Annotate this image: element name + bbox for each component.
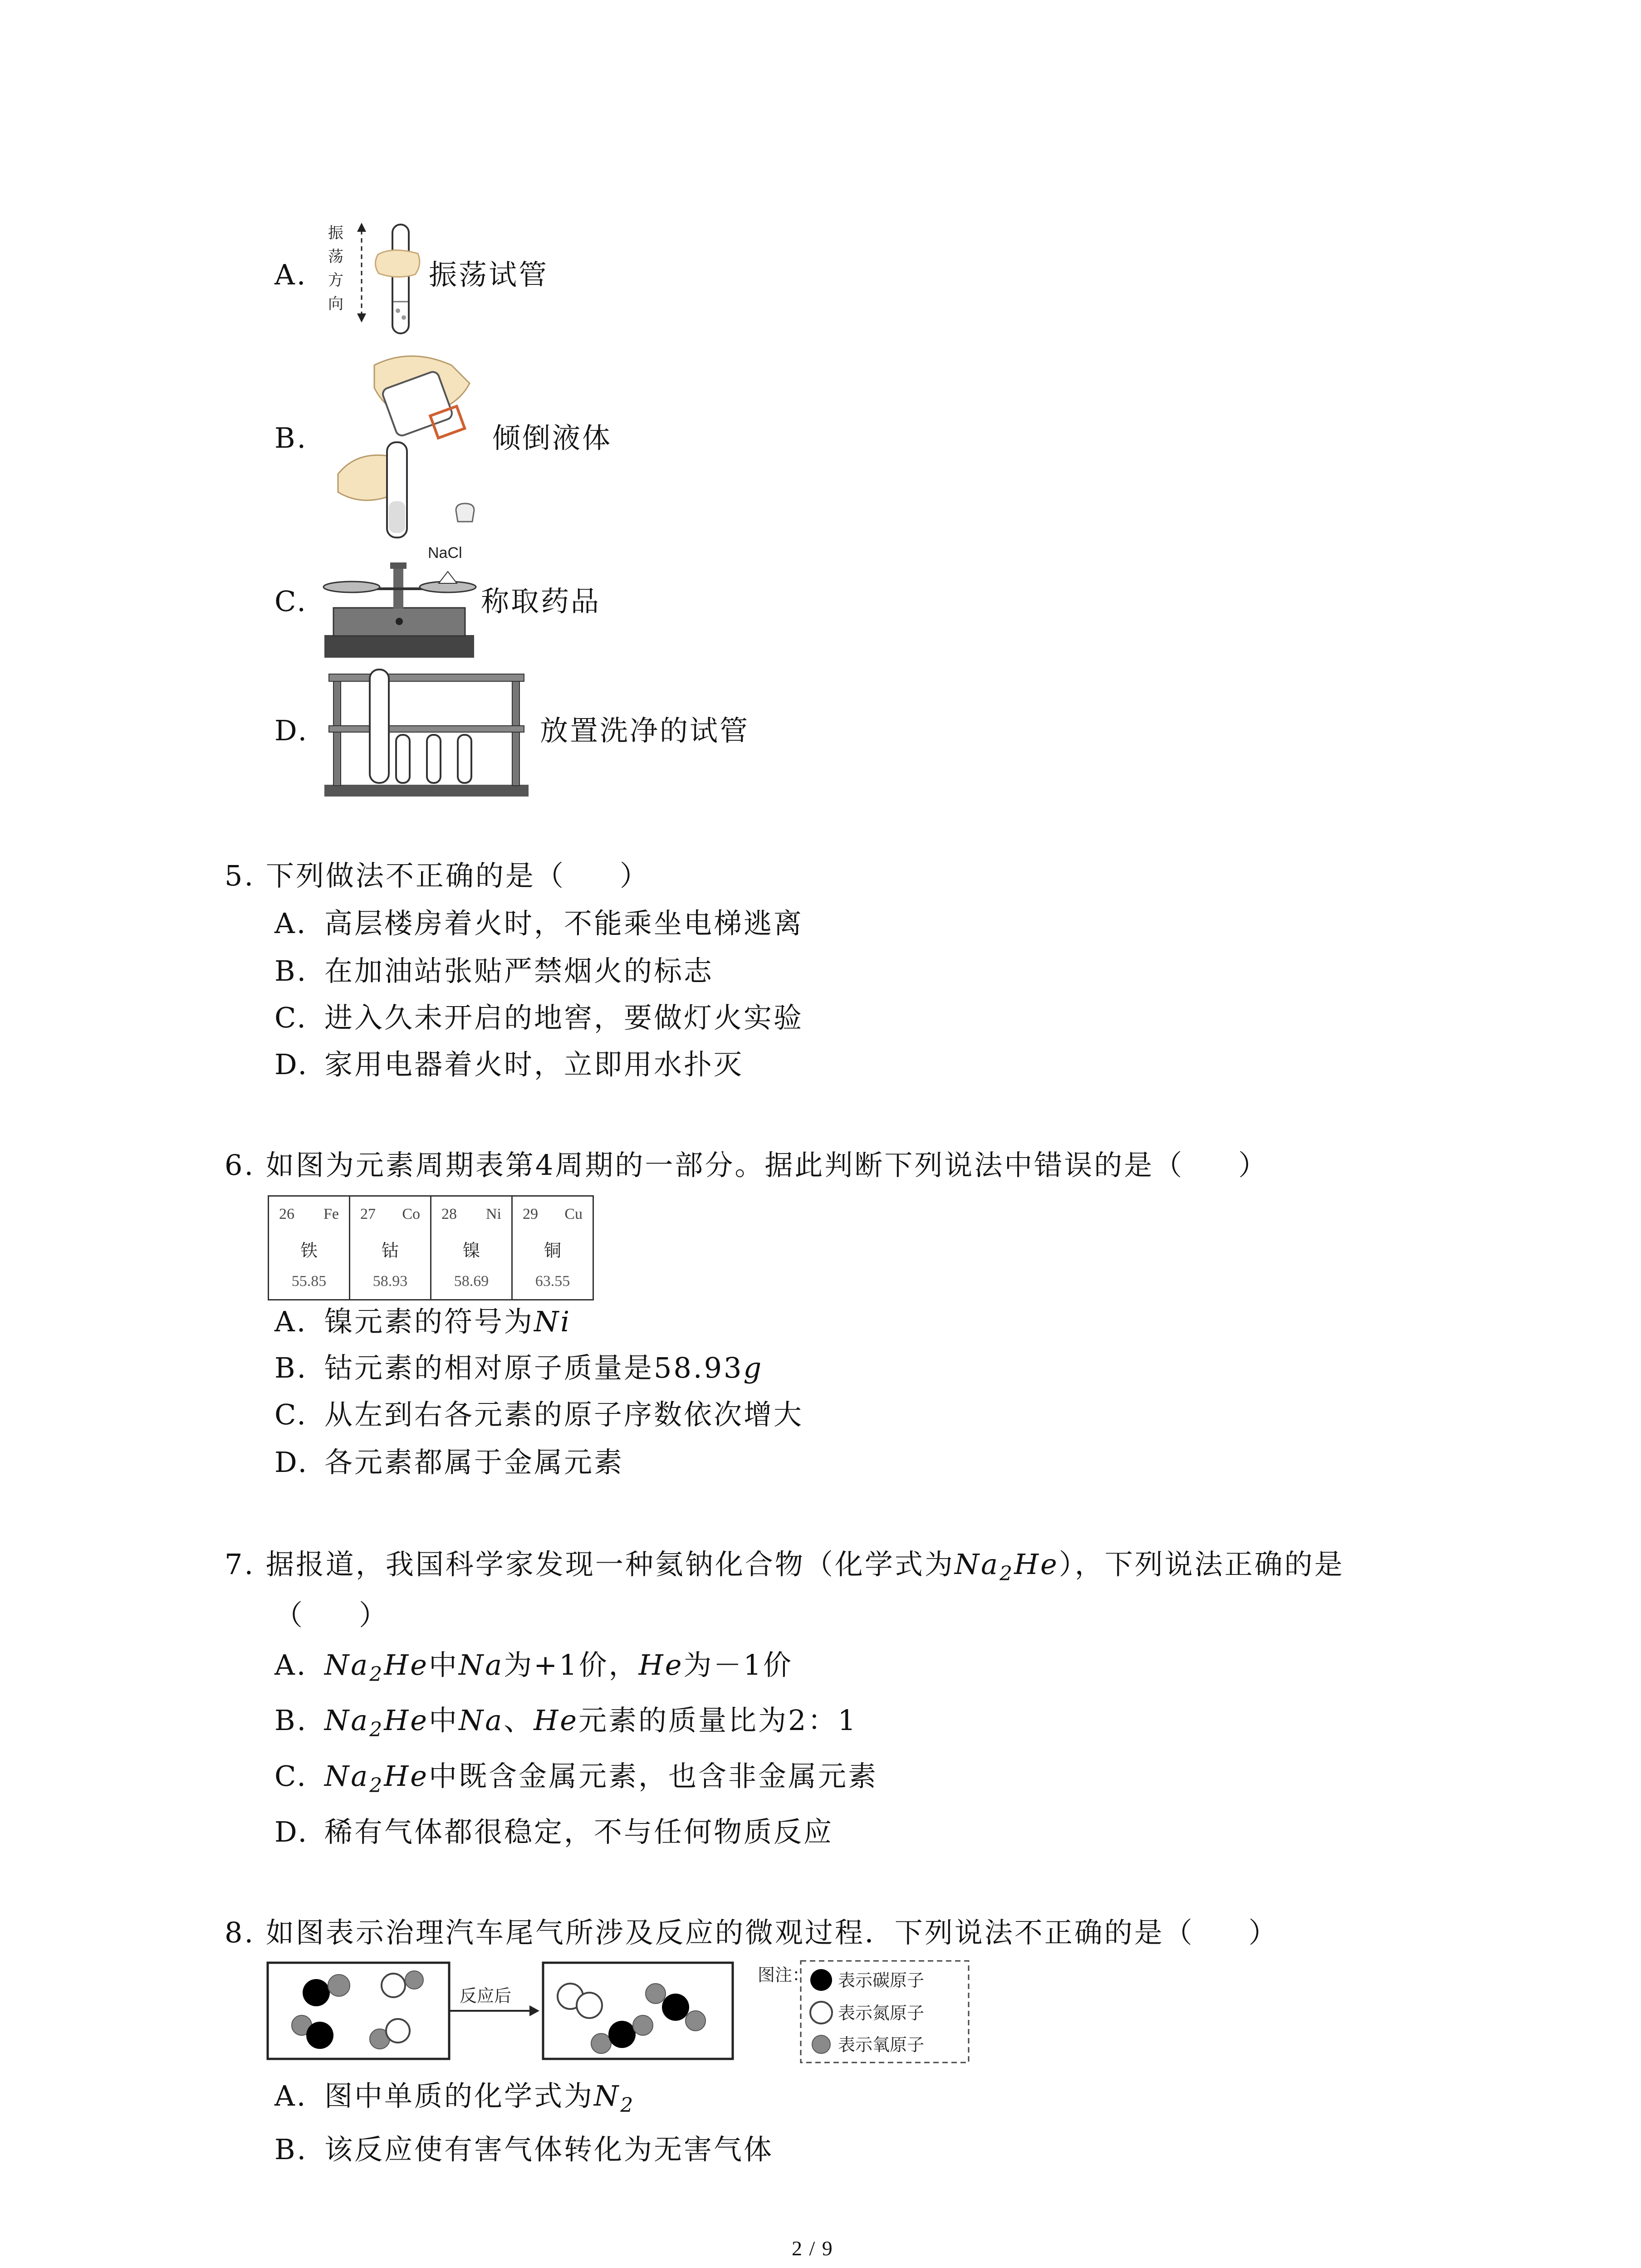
page-number: 2 / 9: [792, 2237, 833, 2260]
element-symbol: Ni: [486, 1206, 501, 1222]
option-text: 中: [428, 1704, 459, 1737]
option-letter: A.: [274, 258, 308, 291]
periodic-table-fragment: [268, 1195, 594, 1300]
q5-option-b: [274, 954, 714, 987]
formula-sub: 2: [369, 1718, 384, 1741]
q4-option-b: [274, 421, 308, 455]
pour-liquid-figure: [320, 347, 492, 547]
legend-nitrogen-label: 表示氮原子: [838, 2004, 925, 2023]
q6-option-b: [274, 1351, 764, 1384]
option-letter: A.: [274, 907, 308, 940]
option-letter: B.: [274, 2133, 308, 2166]
option-math: Ni: [534, 1305, 572, 1338]
q7-option-a: [274, 1648, 793, 1686]
question-number: 7.: [225, 1548, 255, 1581]
formula-he: He: [384, 1648, 429, 1681]
formula-sub: 2: [999, 1562, 1014, 1585]
option-text: 为－1价: [683, 1648, 793, 1681]
paren-close: ）: [619, 859, 650, 892]
question-number: 6.: [225, 1149, 255, 1182]
option-text: 各元素都属于金属元素: [324, 1446, 624, 1479]
paren-close: ）: [359, 1598, 389, 1632]
atomic-mass: 55.85: [291, 1273, 327, 1290]
formula-na: Na: [459, 1704, 504, 1737]
option-letter: D.: [274, 1815, 309, 1848]
q4-option-a: [274, 258, 308, 291]
option-letter: B.: [274, 954, 308, 987]
q7-option-d: [274, 1815, 834, 1848]
q7-answer-paren: [274, 1598, 389, 1632]
legend-carbon-label: 表示碳原子: [838, 1971, 925, 1990]
element-name: 铜: [544, 1241, 561, 1261]
element-symbol: Fe: [323, 1206, 339, 1222]
option-text: 高层楼房着火时，不能乘坐电梯逃离: [324, 907, 804, 940]
element-name: 钴: [381, 1241, 399, 1261]
question-text: 据报道，我国科学家发现一种氦钠化合物（化学式为: [265, 1548, 955, 1581]
atomic-mass: 58.69: [454, 1273, 489, 1290]
option-letter: A.: [274, 1305, 308, 1338]
option-letter: D.: [274, 1446, 309, 1479]
reaction-diagram: [265, 1957, 973, 2066]
formula-na: Na: [954, 1548, 1000, 1581]
atomic-number: 28: [441, 1206, 457, 1222]
question-text-end: ），下列说法正确的是: [1058, 1548, 1344, 1581]
formula-he: He: [384, 1760, 429, 1793]
formula-he: He: [638, 1648, 684, 1681]
legend-nitrogen-swatch: [810, 2002, 832, 2024]
option-letter: B.: [274, 1351, 308, 1384]
formula-sub: 2: [369, 1663, 384, 1686]
option-letter: D.: [274, 714, 309, 747]
arrow-label: 反应后: [460, 1987, 512, 2006]
nacl-label: NaCl: [428, 544, 462, 562]
q8-option-b: [274, 2133, 774, 2166]
option-letter: C.: [274, 585, 308, 618]
option-letter: A.: [274, 2079, 308, 2112]
q5-option-d: [274, 1048, 744, 1081]
option-letter: C.: [274, 1398, 308, 1431]
figure-char: 振: [328, 225, 343, 242]
option-text: 在加油站张贴严禁烟火的标志: [324, 954, 714, 987]
q5-option-c: [274, 1001, 804, 1034]
option-text: 中既含金属元素，也含非金属元素: [428, 1760, 878, 1793]
option-letter: D.: [274, 1048, 309, 1081]
option-letter: B.: [274, 421, 308, 455]
option-letter: A.: [274, 1648, 308, 1681]
formula-na: Na: [324, 1704, 370, 1737]
option-text: 钴元素的相对原子质量是58.93: [324, 1351, 744, 1384]
atomic-number: 29: [523, 1206, 538, 1222]
formula-na: Na: [324, 1648, 370, 1681]
option-text: 进入久未开启的地窖，要做灯火实验: [324, 1001, 804, 1034]
atomic-mass: 58.93: [372, 1273, 408, 1290]
question-text: 如图表示治理汽车尾气所涉及反应的微观过程．下列说法不正确的是（: [265, 1916, 1194, 1949]
formula-na: Na: [324, 1760, 370, 1793]
paren-close: ）: [1248, 1916, 1279, 1949]
option-text: 元素的质量比为2：1: [578, 1704, 857, 1737]
atomic-number: 27: [360, 1206, 376, 1222]
q4-a-caption: 振荡试管: [429, 258, 549, 291]
q4-d-caption: 放置洗净的试管: [540, 714, 750, 747]
formula-he: He: [1014, 1548, 1059, 1581]
tube-rack-figure: [320, 667, 533, 798]
element-symbol: Co: [402, 1206, 420, 1222]
shake-tube-figure: [324, 220, 424, 342]
option-text: 镍元素的符号为: [324, 1305, 534, 1338]
question-text: 下列做法不正确的是（: [265, 859, 565, 892]
carbon-atom: [303, 1979, 330, 2006]
q7-stem: [225, 1550, 1344, 1584]
figure-char: 方: [328, 272, 343, 289]
option-sub: 2: [620, 2094, 635, 2117]
q6-stem: [225, 1149, 1269, 1182]
carbon-atom: [608, 2021, 636, 2048]
element-name: 铁: [300, 1241, 318, 1261]
q6-option-c: [274, 1398, 804, 1431]
option-text: 该反应使有害气体转化为无害气体: [324, 2133, 774, 2166]
element-name: 镍: [462, 1241, 480, 1261]
paren-close: ）: [1238, 1149, 1269, 1182]
q6-option-d: [274, 1446, 624, 1479]
q4-option-c: [274, 587, 308, 616]
figure-char: 向: [328, 295, 343, 313]
question-number: 8.: [225, 1916, 255, 1949]
figure-char: 荡: [328, 248, 343, 265]
option-text: 家用电器着火时，立即用水扑灭: [324, 1048, 744, 1081]
element-cell-fe: [269, 1196, 350, 1300]
q7-option-b: [274, 1706, 857, 1740]
formula-na: Na: [459, 1648, 504, 1681]
q5-stem: [225, 859, 650, 892]
q8-stem: [225, 1916, 1279, 1949]
q4-c-caption: 称取药品: [481, 585, 601, 618]
after-box: [543, 1963, 733, 2059]
q5-option-a: [274, 909, 803, 938]
oxygen-atom: [633, 2015, 653, 2035]
legend-carbon-swatch: [810, 1969, 832, 1991]
carbon-atom: [662, 1994, 689, 2021]
q6-option-a: [274, 1305, 572, 1338]
q4-option-d: [274, 714, 309, 747]
oxygen-atom: [405, 1971, 423, 1989]
element-cell-co: [350, 1196, 431, 1300]
nitrogen-atom: [382, 1974, 405, 1997]
carbon-atom: [306, 2022, 333, 2049]
oxygen-atom: [591, 2033, 611, 2053]
q7-option-c: [274, 1762, 878, 1796]
formula-he: He: [534, 1704, 578, 1737]
nitrogen-atom: [386, 2019, 410, 2043]
paren-open: （: [274, 1598, 305, 1632]
option-letter: C.: [274, 1001, 308, 1034]
nitrogen-atom: [577, 1993, 602, 2018]
element-cell-ni: [431, 1196, 512, 1300]
formula-he: He: [384, 1704, 429, 1737]
element-cell-cu: [512, 1196, 593, 1300]
option-text: 中: [428, 1648, 459, 1681]
atomic-number: 26: [279, 1206, 294, 1222]
legend-oxygen-label: 表示氧原子: [838, 2036, 925, 2055]
oxygen-atom: [646, 1984, 666, 2004]
legend-oxygen-swatch: [812, 2035, 830, 2053]
option-letter: C.: [274, 1760, 308, 1793]
option-text: 稀有气体都很稳定，不与任何物质反应: [324, 1815, 834, 1848]
option-math: g: [743, 1351, 764, 1384]
oxygen-atom: [328, 1975, 350, 1996]
question-text: 如图为元素周期表第4周期的一部分。据此判断下列说法中错误的是（: [265, 1149, 1184, 1182]
option-text: 从左到右各元素的原子序数依次增大: [324, 1398, 804, 1431]
option-text: 为+1价，: [504, 1648, 639, 1681]
oxygen-atom: [686, 2011, 705, 2031]
q4-b-caption: 倾倒液体: [492, 421, 612, 455]
option-letter: B.: [274, 1704, 308, 1737]
option-math: N: [594, 2079, 621, 2112]
formula-sub: 2: [369, 1774, 384, 1797]
atomic-mass: 63.55: [535, 1273, 570, 1290]
question-number: 5.: [225, 859, 255, 892]
option-text: 、: [504, 1704, 534, 1737]
option-text: 图中单质的化学式为: [324, 2079, 594, 2112]
element-symbol: Cu: [564, 1206, 583, 1222]
balance-figure: [320, 540, 479, 662]
legend-title: 图注：: [758, 1966, 810, 1985]
q8-option-a: [274, 2079, 635, 2117]
